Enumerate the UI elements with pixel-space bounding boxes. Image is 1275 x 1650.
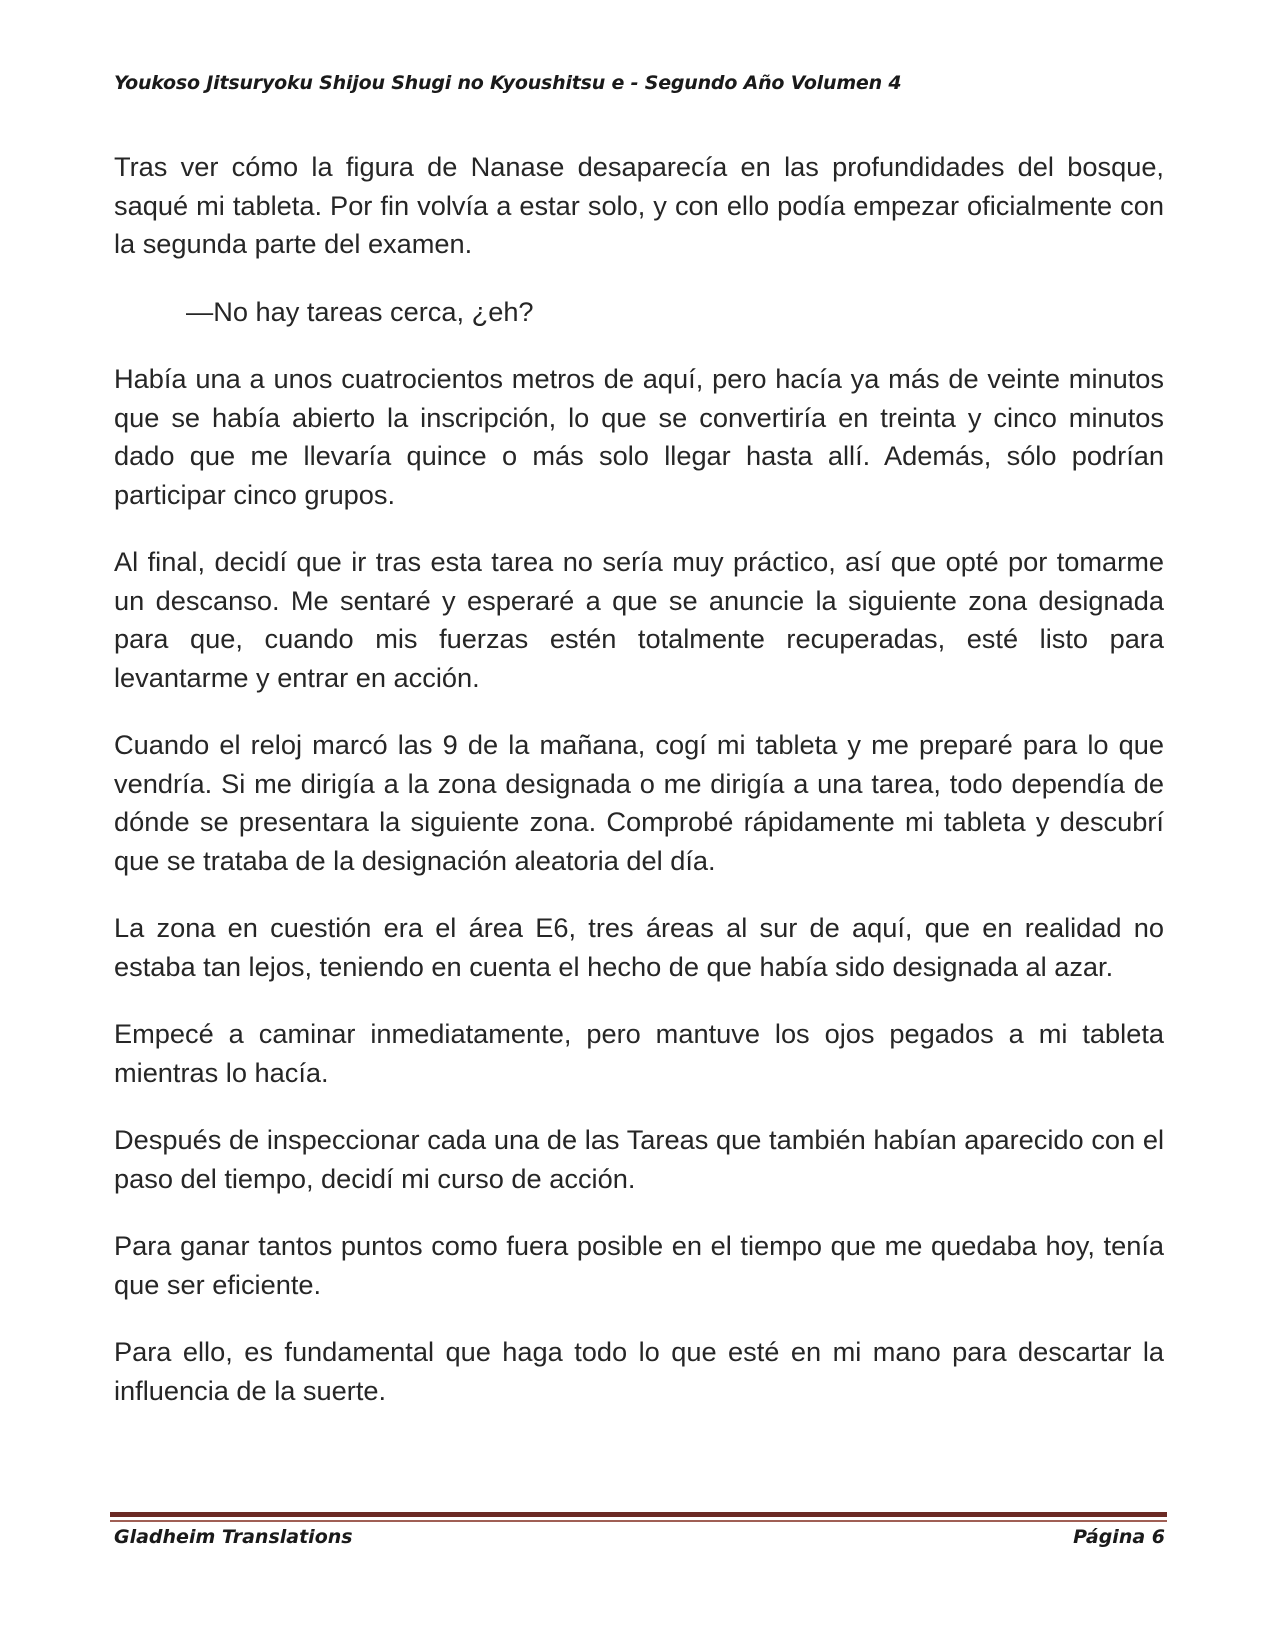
page-number: Página 6 <box>1073 1526 1165 1548</box>
footer-divider-thick <box>110 1512 1167 1517</box>
running-header: Youkoso Jitsuryoku Shijou Shugi no Kyoushitsu e - Segundo Año Volumen 4 <box>114 72 902 94</box>
paragraph: Empecé a caminar inmediatamente, pero mantuve los ojos pegados a mi tableta mientras lo hacía. <box>114 1018 1164 1088</box>
paragraph: La zona en cuestión era el área E6, tres áreas al sur de aquí, que en realidad no estaba tan lejos, teniendo en cuenta el hecho de que había sido designada al azar. <box>114 912 1164 982</box>
paragraph: Para ello, es fundamental que haga todo lo que esté en mi mano para descartar la influencia de la suerte. <box>114 1336 1164 1406</box>
paragraph: Tras ver cómo la figura de Nanase desaparecía en las profundidades del bosque, saqué mi tableta. Por fin volvía a estar solo, y con ello podía empezar oficialmente con la segunda parte del examen. <box>114 151 1164 259</box>
paragraph: Había una a unos cuatrocientos metros de aquí, pero hacía ya más de veinte minutos que se había abierto la inscripción, lo que se convertiría en treinta y cinco minutos dado que me llevaría quince o más solo llegar hasta allí. Además, sólo podrían participar cinco grupos. <box>114 363 1164 510</box>
paragraph: Cuando el reloj marcó las 9 de la mañana, cogí mi tableta y me preparé para lo que vendría. Si me dirigía a la zona designada o me dirigía a una tarea, todo dependía de dónde se presentara la siguiente zona. Comprobé rápidamente mi tableta y descubrí que se trataba de la designación aleatoria del día. <box>114 729 1164 876</box>
footer-divider-thin <box>110 1520 1167 1522</box>
dialogue-line: —No hay tareas cerca, ¿eh? <box>186 295 534 327</box>
paragraph: Para ganar tantos puntos como fuera posible en el tiempo que me quedaba hoy, tenía que ser eficiente. <box>114 1230 1164 1300</box>
body-text <box>114 148 1164 1439</box>
paragraph: Después de inspeccionar cada una de las Tareas que también habían aparecido con el paso del tiempo, decidí mi curso de acción. <box>114 1124 1164 1194</box>
paragraph: Al final, decidí que ir tras esta tarea no sería muy práctico, así que opté por tomarme un descanso. Me sentaré y esperaré a que se anuncie la siguiente zona designada para que, cuando mis fuerzas estén totalmente recuperadas, esté listo para levantarme y entrar en acción. <box>114 546 1164 693</box>
footer-credit: Gladheim Translations <box>114 1526 353 1548</box>
